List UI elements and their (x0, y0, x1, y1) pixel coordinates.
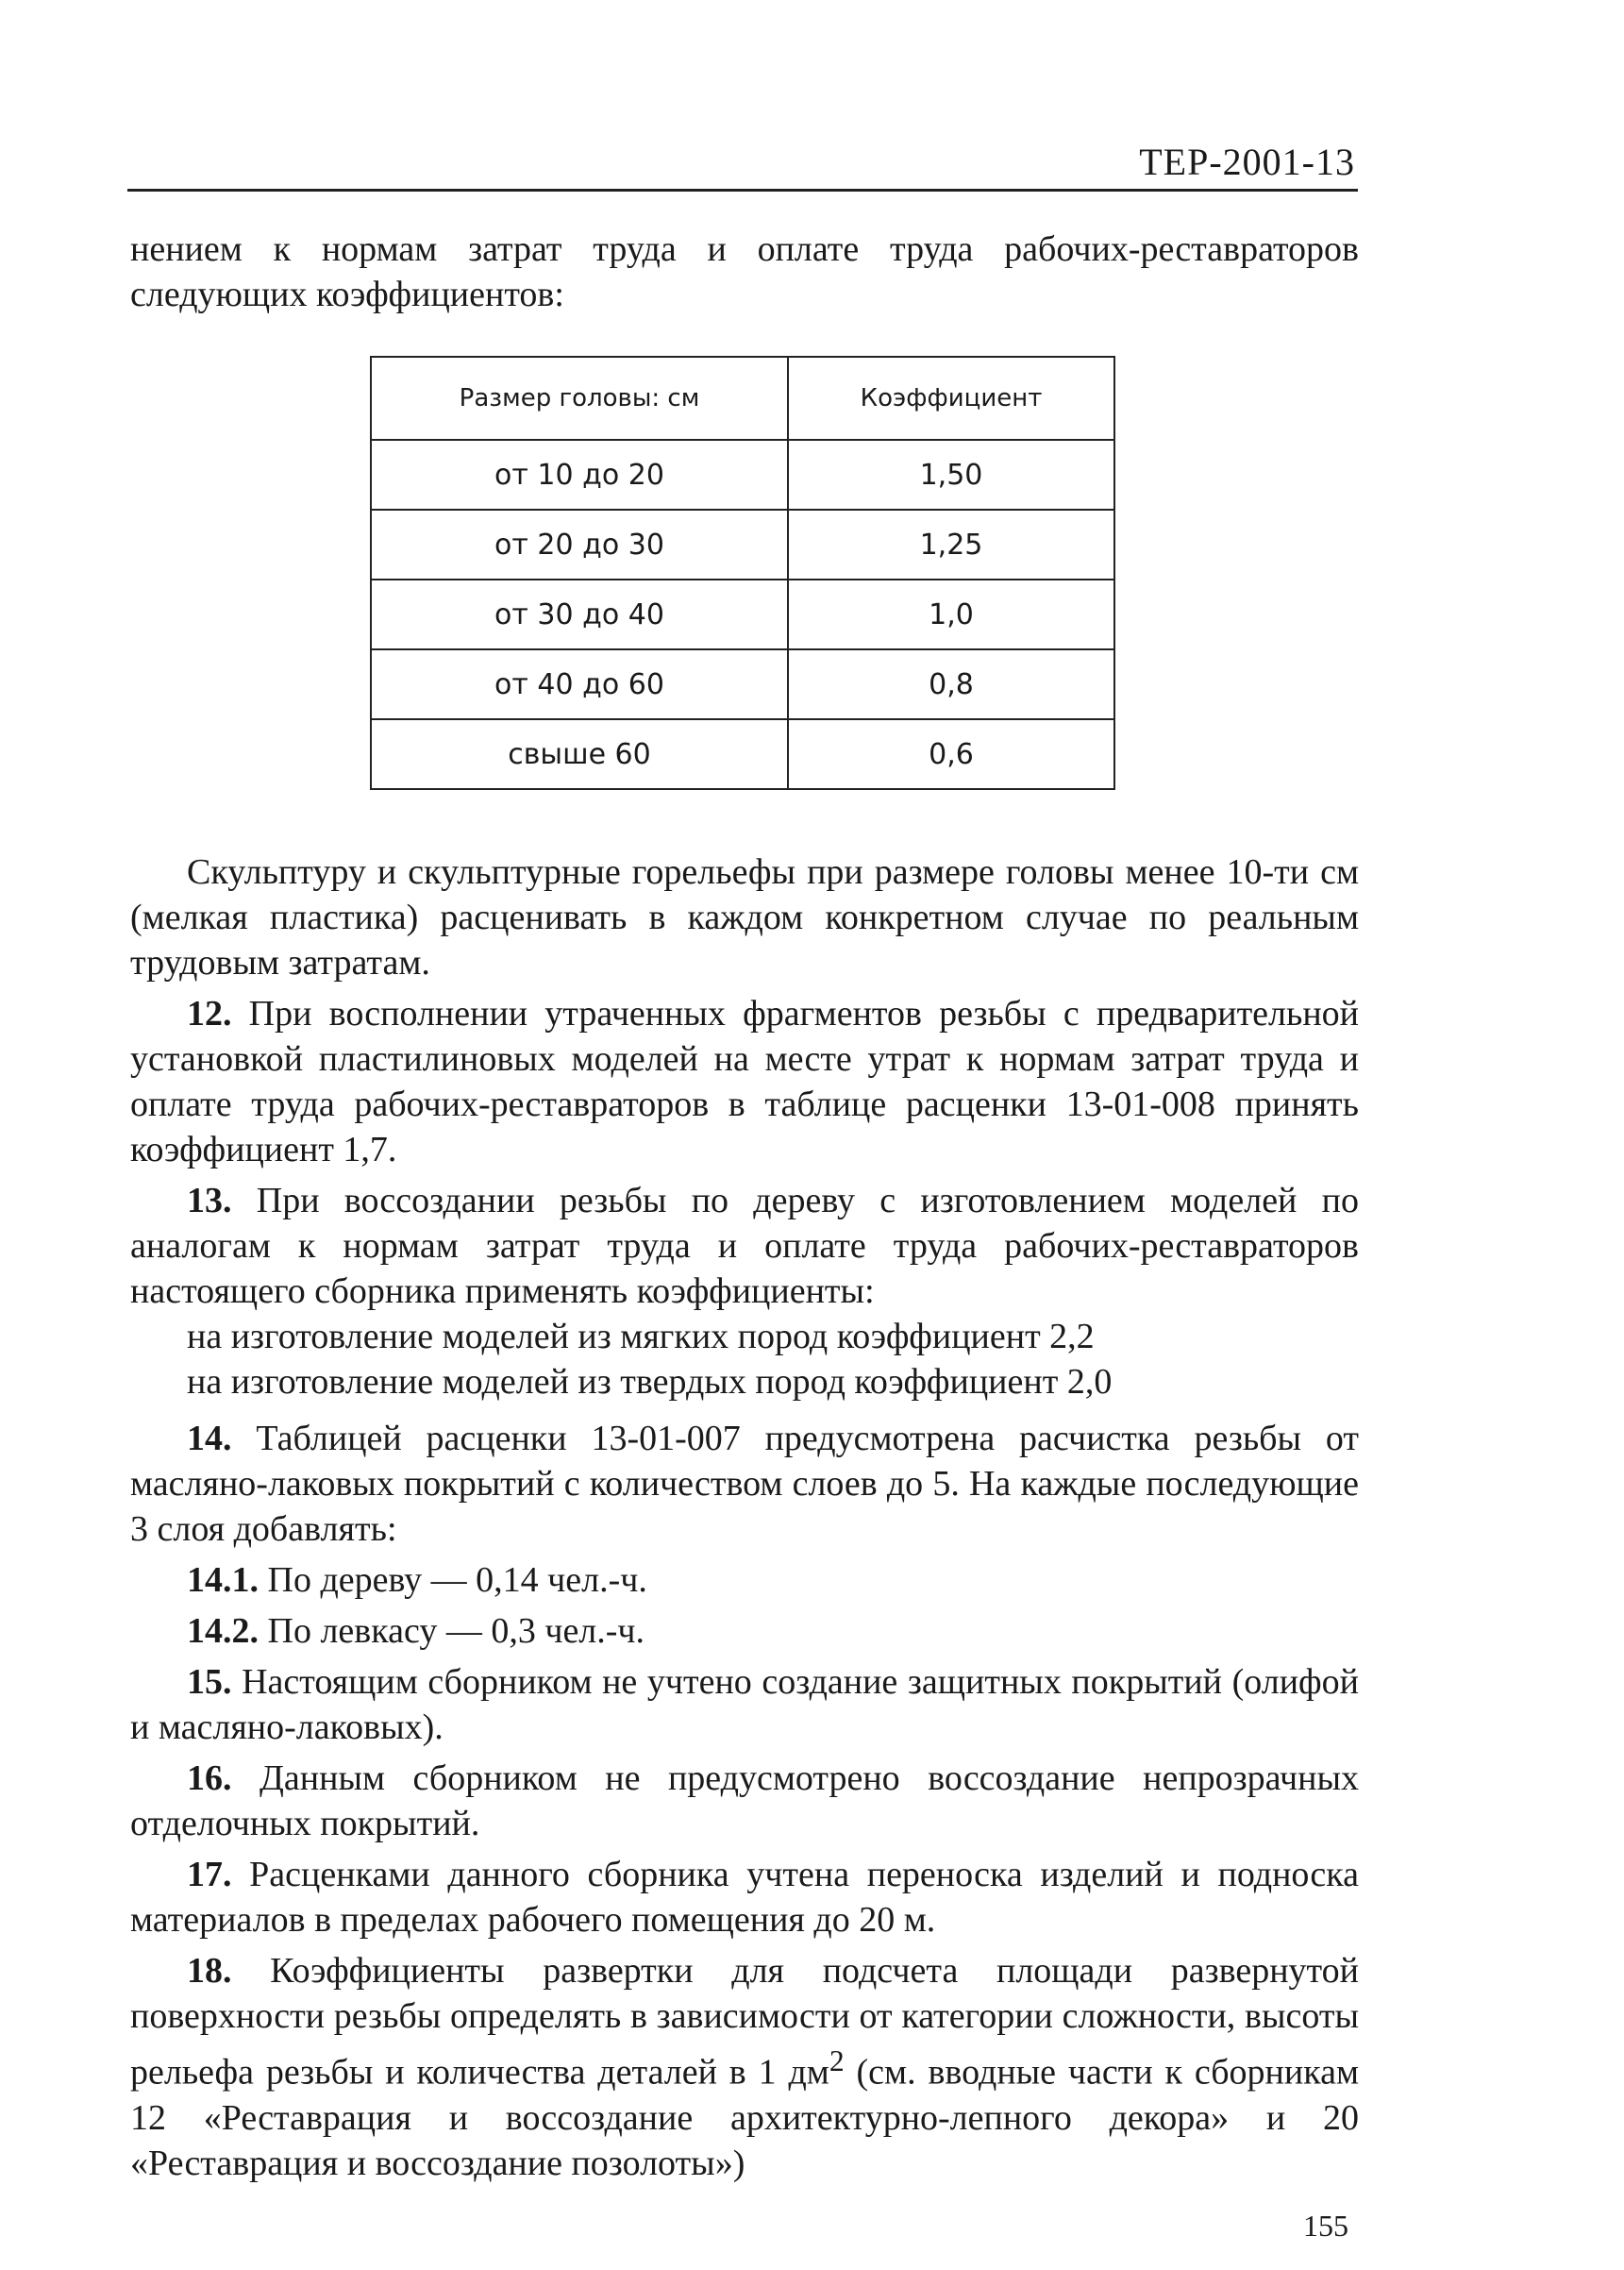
paragraph-text: По дереву — 0,14 чел.-ч. (259, 1560, 647, 1600)
cell-size: свыше 60 (371, 719, 788, 789)
paragraph-13-line-soft: на изготовление моделей из мягких пород коэффициент 2,2 (187, 1317, 1095, 1356)
table-row (371, 580, 1114, 649)
paragraph-text: При воссоздании резьбы по дереву с изготовлением моделей по аналогам к нормам затрат труда и оплате труда рабочих-реставраторов настоящего сборника применять коэффициенты: (130, 1181, 1359, 1311)
paragraph-18 (130, 1948, 1359, 2186)
cell-size: от 40 до 60 (371, 649, 788, 719)
paragraph-number: 13. (187, 1181, 232, 1220)
table-row (371, 719, 1114, 789)
paragraph-17 (130, 1852, 1359, 1942)
paragraph-13-line-hard: на изготовление моделей из твердых пород коэффициент 2,0 (187, 1362, 1113, 1402)
paragraph-text: При восполнении утраченных фрагментов резьбы с предварительной установкой пластилиновых моделей на месте утрат к нормам затрат труда и оплате труда рабочих-реставраторов в таблице расценки 13-01-008 принять коэффициент 1,7. (130, 994, 1359, 1169)
body-text (130, 849, 1359, 2192)
paragraph-text: Таблицей расценки 13-01-007 предусмотрена расчистка резьбы от масляно-лаковых покрытий с количеством слоев до 5. На каждые последующие 3 слоя добавлять: (130, 1419, 1359, 1549)
paragraph-number: 14.2. (187, 1611, 259, 1651)
header-size: Размер головы: см (371, 357, 788, 440)
table-row (371, 440, 1114, 510)
paragraph-14-1 (130, 1557, 1359, 1603)
paragraph-number: 14.1. (187, 1560, 259, 1600)
cell-coefficient: 0,6 (788, 719, 1114, 789)
cell-size: от 10 до 20 (371, 440, 788, 510)
intro-paragraph (130, 227, 1359, 317)
paragraph-15 (130, 1659, 1359, 1750)
header-divider (127, 189, 1358, 192)
paragraph-16 (130, 1756, 1359, 1846)
cell-coefficient: 1,25 (788, 510, 1114, 580)
paragraph-13 (130, 1178, 1359, 1314)
paragraph-number: 18. (187, 1951, 232, 1991)
coefficient-table (370, 356, 1115, 790)
page-number: 155 (1303, 2209, 1348, 2243)
cell-coefficient: 1,50 (788, 440, 1114, 510)
paragraph-text: Данным сборником не предусмотрено воссоздание непрозрачных отделочных покрытий. (130, 1758, 1359, 1843)
document-code: ТЕР-2001-13 (1139, 141, 1355, 183)
paragraph-text: Расценками данного сборника учтена переноска изделий и подноска материалов в пределах рабочего помещения до 20 м. (130, 1855, 1359, 1940)
table-row (371, 510, 1114, 580)
paragraph-number: 14. (187, 1419, 232, 1458)
paragraph-text-continued: (см. вводные части к сборникам 12 «Реставрация и воссоздание архитектурно-лепного декора» и 20 «Реставрация и воссоздание позолоты») (130, 2052, 1359, 2183)
paragraph-number: 17. (187, 1855, 232, 1894)
cell-coefficient: 1,0 (788, 580, 1114, 649)
paragraph-text: Коэффициенты развертки для подсчета площади развернутой поверхности резьбы определять в зависимости от категории сложности, высоты рельефа резьбы и количества деталей в 1 дм (130, 1951, 1359, 2093)
cell-size: от 20 до 30 (371, 510, 788, 580)
paragraph-number: 12. (187, 994, 232, 1034)
cell-size: от 30 до 40 (371, 580, 788, 649)
table-header-row (371, 357, 1114, 440)
paragraph-number: 15. (187, 1662, 232, 1702)
paragraph-12 (130, 991, 1359, 1172)
paragraph-text: По левкасу — 0,3 чел.-ч. (259, 1611, 645, 1651)
paragraph-sculpture: Скульптуру и скульптурные горельефы при размере головы менее 10-ти см (мелкая пластика) расценивать в каждом конкретном случае по реальным трудовым затратам. (130, 852, 1359, 983)
cell-coefficient: 0,8 (788, 649, 1114, 719)
header-coefficient: Коэффициент (788, 357, 1114, 440)
superscript: 2 (829, 2044, 845, 2077)
paragraph-14 (130, 1416, 1359, 1552)
paragraph-number: 16. (187, 1758, 232, 1798)
paragraph-text: Настоящим сборником не учтено создание защитных покрытий (олифой и масляно-лаковых). (130, 1662, 1359, 1747)
paragraph-14-2 (130, 1608, 1359, 1654)
table-row (371, 649, 1114, 719)
intro-text: нением к нормам затрат труда и оплате труда рабочих-реставраторов следующих коэффициентов: (130, 229, 1359, 314)
